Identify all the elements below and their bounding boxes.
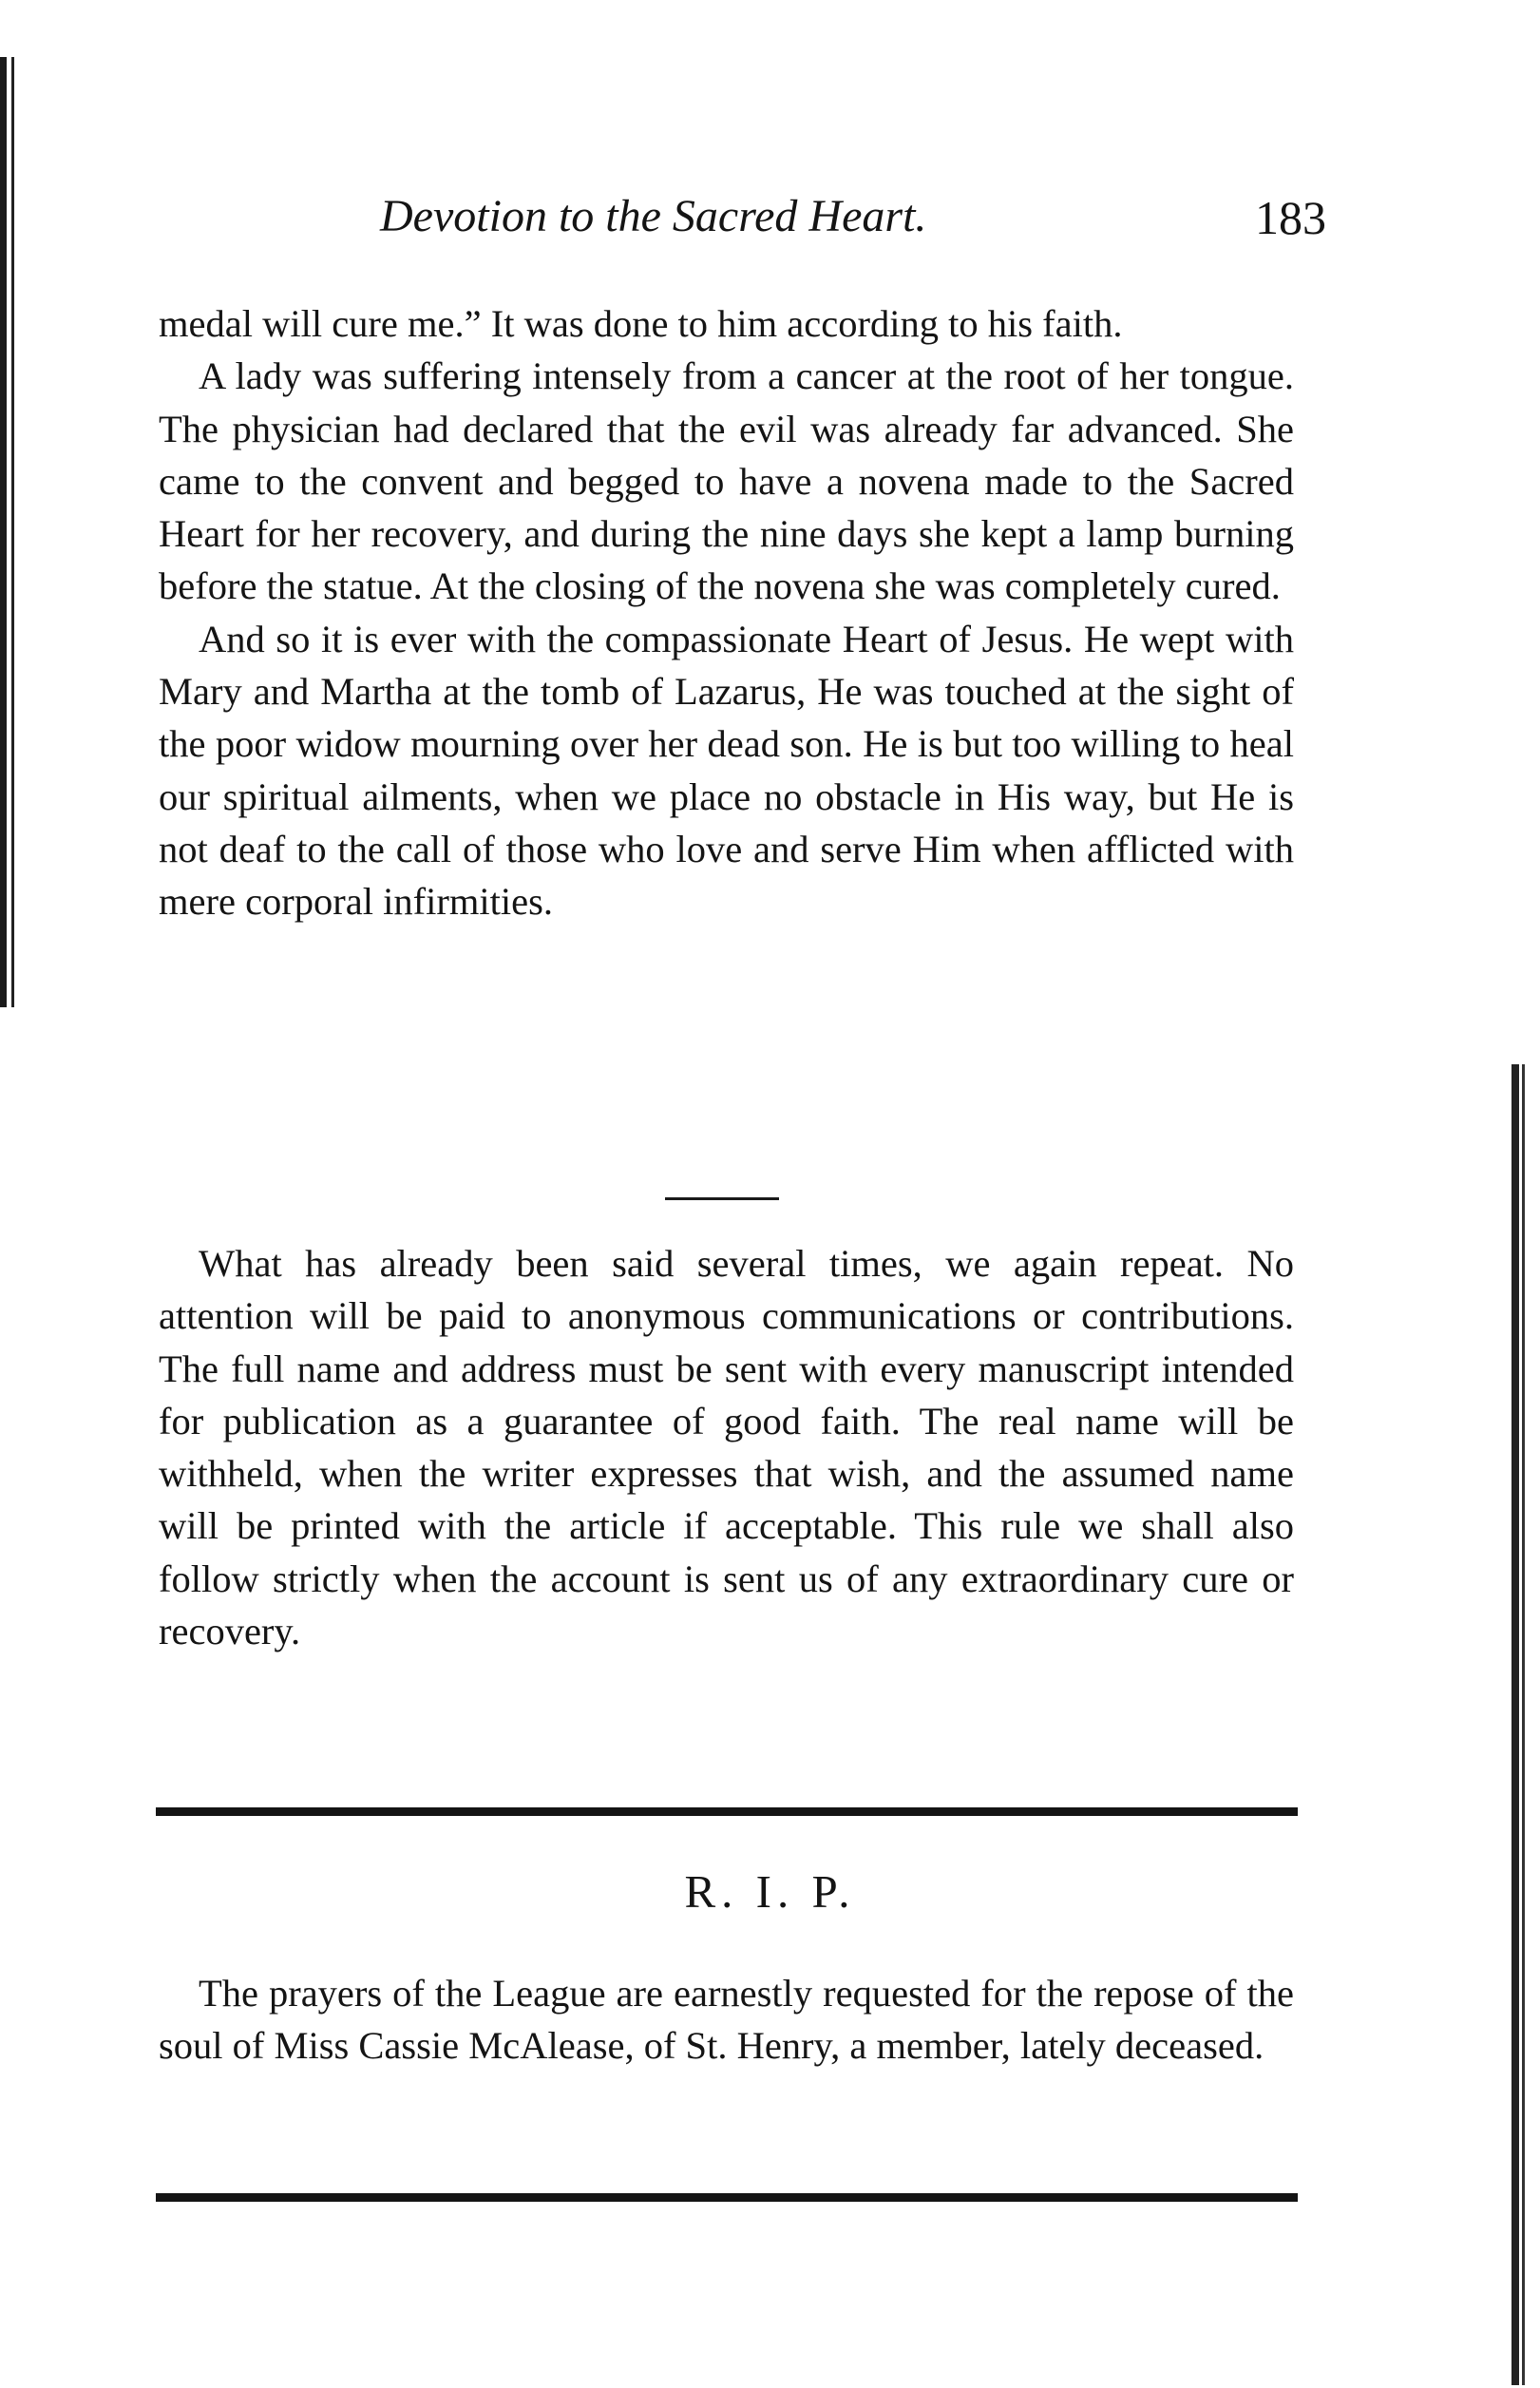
paragraph-1: medal will cure me.” It was done to him according to his faith.: [159, 302, 1123, 345]
paragraph-2: A lady was suffering intensely from a cancer at the root of her tongue. The physician had declared that the evil was already far advanced. She came to the convent and begged to have a novena made to the Sacred Heart for her recovery, and during the nine days she kept a lamp burning before the statue. At the closing of the novena she was completely cured.: [159, 354, 1294, 608]
paragraph-3: And so it is ever with the compassionate Heart of Jesus. He wept with Mary and Martha at the tomb of Lazarus, He was touched at the sight of the poor widow mourning over her dead son. He is but too willing to heal our spiritual ailments, when we place no obstacle in His way, but He is not deaf to the call of those who love and serve Him when afflicted with mere corporal infirmities.: [159, 617, 1294, 924]
body-text: [159, 297, 1294, 928]
rip-section: [159, 1967, 1294, 2073]
notice-section: [159, 1237, 1294, 1657]
page-edge-right: [1511, 1064, 1527, 2385]
rule-top: [156, 1807, 1298, 1816]
page-number: 183: [1255, 191, 1326, 244]
notice-paragraph: What has already been said several times, we again repeat. No attention will be paid to anonymous communications or contributions. The full name and address must be sent with every manuscript intended for publication as a guarantee of good faith. The real name will be withheld, when the writer expresses that wish, and the assumed name will be printed with the article if acceptable. This rule we shall also follow strictly when the account is sent us of any extraordinary cure or recovery.: [159, 1242, 1294, 1653]
page-edge-left: [0, 57, 19, 1007]
page-header: [380, 190, 1326, 266]
rule-bottom: [156, 2193, 1298, 2202]
rip-heading: R. I. P.: [684, 1865, 856, 1918]
running-title: Devotion to the Sacred Heart.: [380, 191, 927, 241]
section-divider: [665, 1197, 779, 1200]
rip-paragraph: The prayers of the League are earnestly requested for the repose of the soul of Miss Cassie McAlease, of St. Henry, a member, lately deceased.: [159, 1972, 1294, 2068]
